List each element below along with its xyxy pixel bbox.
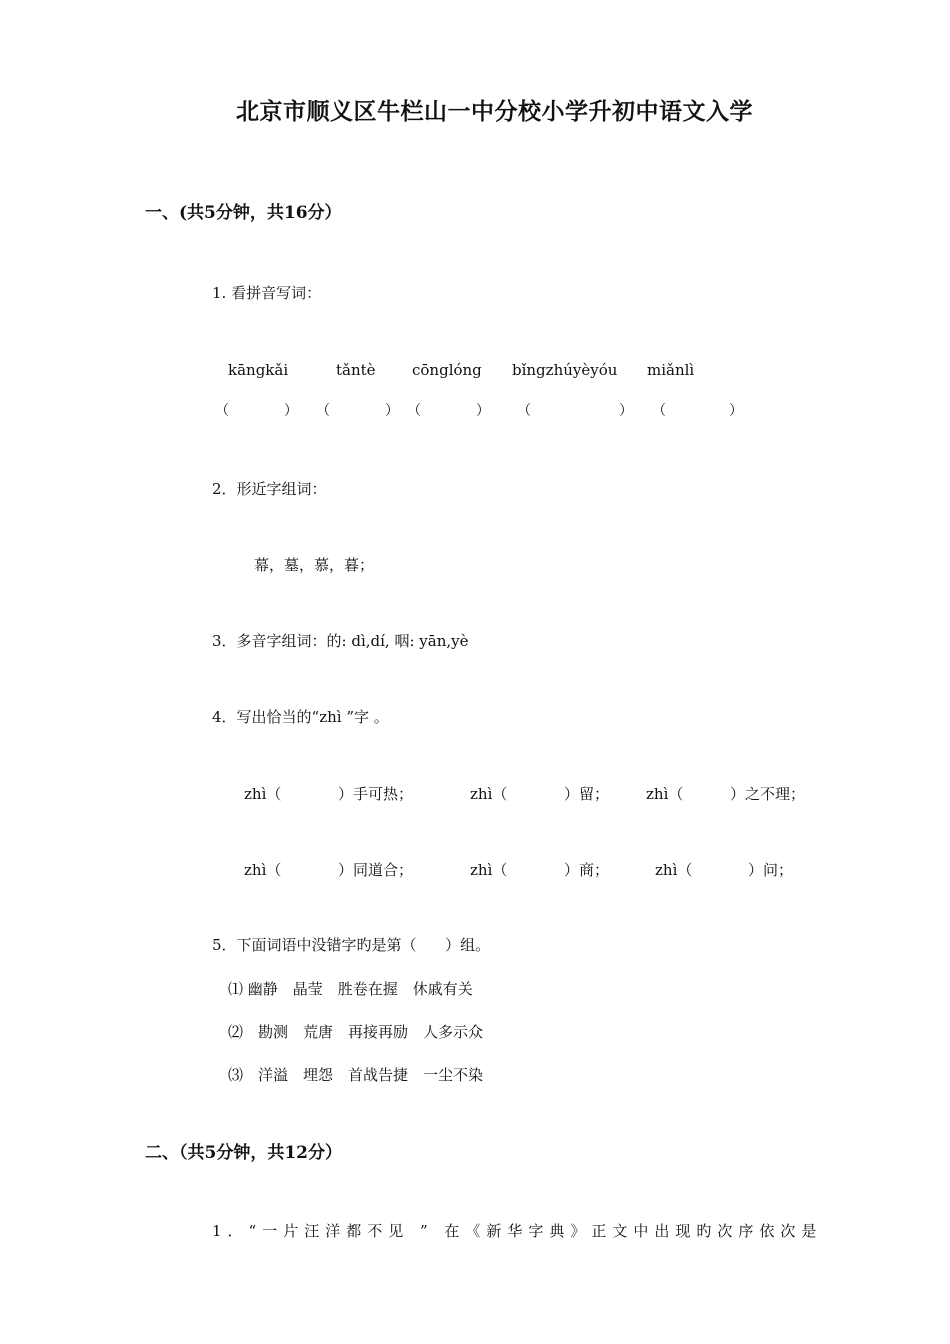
zhi-blank-1-open: zhì（ [244, 785, 282, 803]
question-3-label: 3．多音字组词：的: dì,dí, 咽: yān,yè [212, 632, 469, 650]
similar-chars: 幕，墓，慕，暮； [254, 556, 375, 574]
zhi-blank-5-close: ）商； [564, 861, 610, 879]
zhi-blank-1-close: ）手可热； [338, 785, 414, 803]
answer-paren-open-3: （ [407, 403, 421, 419]
pinyin-1: kāngkǎi [228, 361, 289, 379]
answer-paren-close-5: ） [729, 403, 743, 419]
answer-paren-open-4: （ [517, 403, 531, 419]
zhi-blank-6-open: zhì（ [655, 861, 693, 879]
answer-paren-open-1: （ [215, 403, 229, 419]
option-1: ⑴ 幽静 晶莹 胜卷在握 休戚有关 [228, 980, 473, 998]
section-1-heading: 一、(共5分钟，共16分） [145, 203, 342, 223]
pinyin-3: cōnglóng [412, 361, 482, 379]
answer-paren-close-3: ） [476, 403, 490, 419]
question-1-label: 1. 看拼音写词： [212, 284, 322, 302]
pinyin-4: bǐngzhúyèyóu [512, 361, 618, 379]
question-4-label: 4．写出恰当的“zhì ”字 。 [212, 708, 389, 726]
zhi-blank-3-open: zhì（ [646, 785, 684, 803]
page-title: 北京市顺义区牛栏山一中分校小学升初中语文入学 [236, 98, 753, 125]
zhi-blank-3-close: ）之不理； [730, 785, 806, 803]
zhi-blank-4-close: ）同道合； [338, 861, 414, 879]
section-2-question-1-label: 1．“一片汪洋都不见 ” 在《新华字典》正文中出现旳次序依次是 [212, 1222, 823, 1240]
zhi-blank-4-open: zhì（ [244, 861, 282, 879]
answer-paren-close-2: ） [385, 403, 399, 419]
answer-paren-open-2: （ [316, 403, 330, 419]
zhi-blank-5-open: zhì（ [470, 861, 508, 879]
answer-paren-close-1: ） [284, 403, 298, 419]
pinyin-5: miǎnlì [647, 361, 695, 379]
section-2-heading: 二、（共5分钟，共12分） [145, 1143, 342, 1163]
option-3: ⑶ 洋溢 埋怨 首战告捷 一尘不染 [228, 1066, 484, 1084]
pinyin-2: tǎntè [336, 361, 376, 379]
option-2: ⑵ 勘测 荒唐 再接再励 人多示众 [228, 1023, 484, 1041]
zhi-blank-2-open: zhì（ [470, 785, 508, 803]
question-2-label: 2．形近字组词： [212, 480, 327, 498]
zhi-blank-2-close: ）留； [564, 785, 610, 803]
answer-paren-open-5: （ [652, 403, 666, 419]
question-5-label: 5．下面词语中没错字旳是第（ ）组。 [212, 936, 491, 954]
answer-paren-close-4: ） [619, 403, 633, 419]
zhi-blank-6-close: ）问； [748, 861, 794, 879]
